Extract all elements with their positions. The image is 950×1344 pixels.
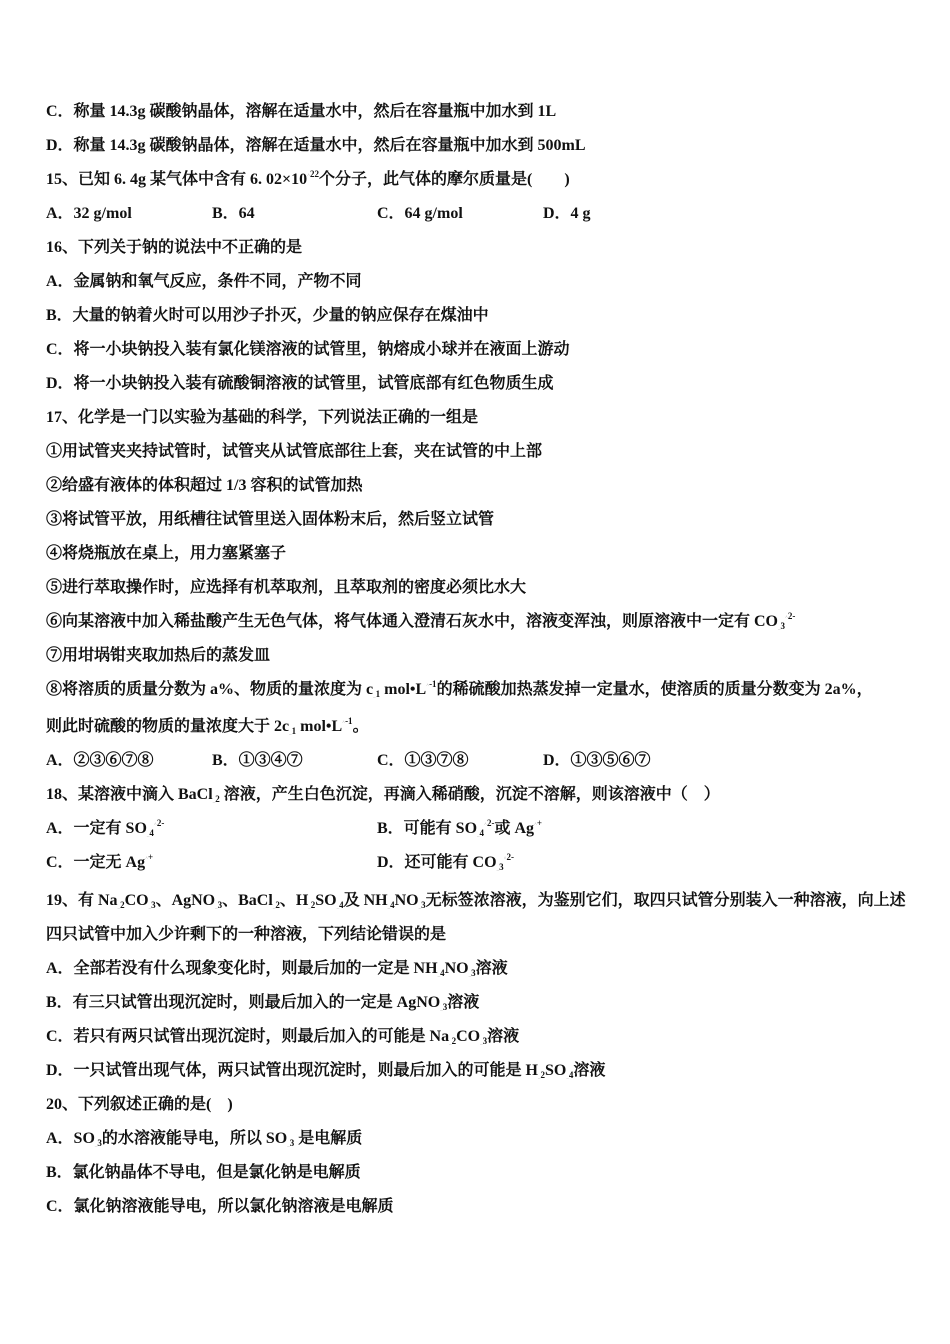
text-run: B．64: [212, 205, 255, 222]
text-run: 无标签浓溶液，为鉴别它们，取四只试管分别装入一种溶液，向上述: [425, 892, 906, 909]
superscript: ^-1: [426, 679, 437, 689]
text-line: [46, 508, 494, 532]
text-run: 或 Ag: [494, 820, 534, 837]
text-line: [46, 134, 586, 158]
text-run: SO: [545, 1062, 567, 1079]
text-line: [46, 338, 570, 362]
text-run: B．大量的钠着火时可以用沙子扑灭，少量的钠应保存在煤油中: [46, 307, 489, 324]
subscript: _4: [387, 900, 395, 910]
text-run: SO: [315, 892, 337, 909]
text-run: D．一只试管出现气体，两只试管出现沉淀时，则最后加入的可能是 H: [46, 1062, 539, 1079]
superscript: ^2-: [153, 818, 165, 828]
answer-option: [543, 749, 651, 773]
superscript: ^22: [307, 169, 320, 179]
text-run: 溶液: [487, 1028, 520, 1045]
superscript: ^2-: [503, 852, 514, 862]
text-run: mol•L: [296, 718, 343, 735]
text-run: 18、某溶液中滴入 BaCl: [46, 786, 213, 803]
text-run: CO: [124, 892, 149, 909]
subscript: _2: [212, 794, 220, 804]
text-run: 个分子，此气体的摩尔质量是( ): [319, 171, 570, 188]
superscript: ^2-: [785, 611, 796, 621]
text-run: 的稀硫酸加热蒸发掉一定量水，使溶质的质量分数变为 2a%，: [436, 681, 873, 698]
text-run: C．氯化钠溶液能导电，所以氯化钠溶液是电解质: [46, 1198, 394, 1215]
subscript: _4: [566, 1070, 574, 1080]
text-line: [46, 542, 286, 566]
text-run: A．金属钠和氧气反应，条件不同，产物不同: [46, 273, 362, 290]
subscript: _3: [215, 900, 223, 910]
text-line: [46, 1195, 394, 1219]
subscript: _4: [437, 968, 445, 978]
text-line: [46, 991, 479, 1015]
answer-option: [212, 749, 303, 773]
text-run: D．①③⑤⑥⑦: [543, 752, 651, 769]
text-run: 、H: [279, 892, 309, 909]
subscript: _2: [272, 900, 280, 910]
text-run: ⑥向某溶液中加入稀盐酸产生无色气体，将气体通入澄清石灰水中，溶液变浑浊，则原溶液中一定有 CO: [46, 613, 779, 630]
answer-option: [377, 817, 542, 841]
text-run: A．SO: [46, 1130, 95, 1147]
text-line: [46, 1161, 361, 1185]
text-line: [46, 1127, 362, 1151]
text-line: [46, 610, 795, 634]
subscript: _1: [373, 689, 381, 699]
text-line: [46, 1093, 233, 1117]
text-run: D．4 g: [543, 205, 591, 222]
text-run: B．①③④⑦: [212, 752, 303, 769]
text-run: D．将一小块钠投入装有硫酸铜溶液的试管里，试管底部有红色物质生成: [46, 375, 554, 392]
text-line: [46, 270, 362, 294]
text-line: [46, 576, 526, 600]
text-run: NO: [394, 892, 419, 909]
subscript: _2: [449, 1036, 457, 1046]
text-run: 溶液: [573, 1062, 606, 1079]
text-run: 溶液，产生白色沉淀，再滴入稀硝酸，沉淀不溶解，则该溶液中（ ）: [219, 786, 720, 803]
text-run: 15、已知 6. 4g 某气体中含有 6. 02×10: [46, 171, 308, 188]
superscript: ^-1: [342, 716, 353, 726]
subscript: _4: [336, 900, 344, 910]
superscript: ^+: [145, 852, 154, 862]
text-run: D．称量 14.3g 碳酸钠晶体，溶解在适量水中，然后在容量瓶中加水到 500mL: [46, 137, 586, 154]
subscript: _3: [468, 968, 476, 978]
text-run: ⑦用坩埚钳夹取加热后的蒸发皿: [46, 647, 271, 664]
text-run: 、AgNO: [155, 892, 216, 909]
text-line: [46, 406, 478, 430]
text-run: NO: [444, 960, 469, 977]
answer-option: [543, 202, 591, 226]
text-run: C．64 g/mol: [377, 205, 463, 222]
text-line: [46, 678, 873, 702]
text-line: [46, 715, 369, 739]
text-run: 、BaCl: [222, 892, 273, 909]
subscript: _1: [289, 726, 297, 736]
text-run: CO: [456, 1028, 481, 1045]
text-run: 溶液: [447, 994, 480, 1011]
text-run: 。: [352, 718, 369, 735]
answer-option: [46, 817, 164, 841]
text-line: [46, 236, 302, 260]
text-run: A．一定有 SO: [46, 820, 147, 837]
subscript: _3: [480, 1036, 488, 1046]
text-run: C．称量 14.3g 碳酸钠晶体，溶解在适量水中，然后在容量瓶中加水到 1L: [46, 103, 557, 120]
subscript: _4: [477, 828, 485, 838]
subscript: _3: [148, 900, 156, 910]
text-line: [46, 889, 906, 913]
text-run: A．32 g/mol: [46, 205, 132, 222]
subscript: _2: [117, 900, 125, 910]
text-run: B．可能有 SO: [377, 820, 478, 837]
text-line: [46, 372, 554, 396]
text-run: A．②③⑥⑦⑧: [46, 752, 154, 769]
text-line: [46, 304, 489, 328]
text-line: [46, 923, 446, 947]
text-run: 19、有 Na: [46, 892, 118, 909]
text-run: 则此时硫酸的物质的量浓度大于 2c: [46, 718, 290, 735]
subscript: _3: [94, 1138, 102, 1148]
answer-option: [46, 202, 132, 226]
text-run: 溶液: [475, 960, 508, 977]
text-run: 16、下列关于钠的说法中不正确的是: [46, 239, 303, 256]
subscript: _2: [308, 900, 316, 910]
text-run: B．有三只试管出现沉淀时，则最后加入的一定是 AgNO: [46, 994, 441, 1011]
text-run: C．一定无 Ag: [46, 854, 146, 871]
text-run: mol•L: [380, 681, 427, 698]
text-run: 20、下列叙述正确的是( ): [46, 1096, 233, 1113]
text-run: 是电解质: [294, 1130, 363, 1147]
subscript: _4: [146, 828, 154, 838]
text-run: ⑧将溶质的质量分数为 a%、物质的量浓度为 c: [46, 681, 374, 698]
subscript: _3: [287, 1138, 295, 1148]
text-run: ④将烧瓶放在桌上，用力塞紧塞子: [46, 545, 287, 562]
answer-option: [377, 202, 463, 226]
text-run: ②给盛有液体的体积超过 1/3 容积的试管加热: [46, 477, 363, 494]
text-line: [46, 644, 270, 668]
subscript: _3: [418, 900, 426, 910]
text-run: ⑤进行萃取操作时，应选择有机萃取剂，且萃取剂的密度必须比水大: [46, 579, 527, 596]
text-line: [46, 440, 542, 464]
text-line: [46, 1025, 519, 1049]
answer-option: [377, 749, 469, 773]
text-run: 的水溶液能导电，所以 SO: [101, 1130, 288, 1147]
text-line: [46, 168, 570, 192]
answer-option: [377, 851, 514, 875]
text-run: 17、化学是一门以实验为基础的科学，下列说法正确的一组是: [46, 409, 479, 426]
text-run: B．氯化钠晶体不导电，但是氯化钠是电解质: [46, 1164, 361, 1181]
text-run: ①用试管夹夹持试管时，试管夹从试管底部往上套，夹在试管的中上部: [46, 443, 543, 460]
superscript: ^2-: [484, 818, 495, 828]
text-line: [46, 783, 720, 807]
text-line: [46, 100, 556, 124]
answer-option: [46, 749, 154, 773]
text-run: ③将试管平放，用纸槽往试管里送入固体粉末后，然后竖立试管: [46, 511, 495, 528]
text-run: C．若只有两只试管出现沉淀时，则最后加入的可能是 Na: [46, 1028, 450, 1045]
text-run: C．将一小块钠投入装有氯化镁溶液的试管里，钠熔成小球并在液面上游动: [46, 341, 570, 358]
text-run: 四只试管中加入少许剩下的一种溶液，下列结论错误的是: [46, 926, 447, 943]
text-run: D．还可能有 CO: [377, 854, 497, 871]
subscript: _2: [538, 1070, 546, 1080]
text-line: [46, 1059, 605, 1083]
subscript: _3: [496, 862, 504, 872]
text-line: [46, 474, 362, 498]
subscript: _3: [778, 621, 786, 631]
subscript: _3: [440, 1002, 448, 1012]
superscript: ^+: [534, 818, 543, 828]
text-run: A．全部若没有什么现象变化时，则最后加的一定是 NH: [46, 960, 438, 977]
answer-option: [46, 851, 153, 875]
answer-option: [212, 202, 255, 226]
text-run: 及 NH: [343, 892, 388, 909]
text-run: C．①③⑦⑧: [377, 752, 469, 769]
text-line: [46, 957, 508, 981]
